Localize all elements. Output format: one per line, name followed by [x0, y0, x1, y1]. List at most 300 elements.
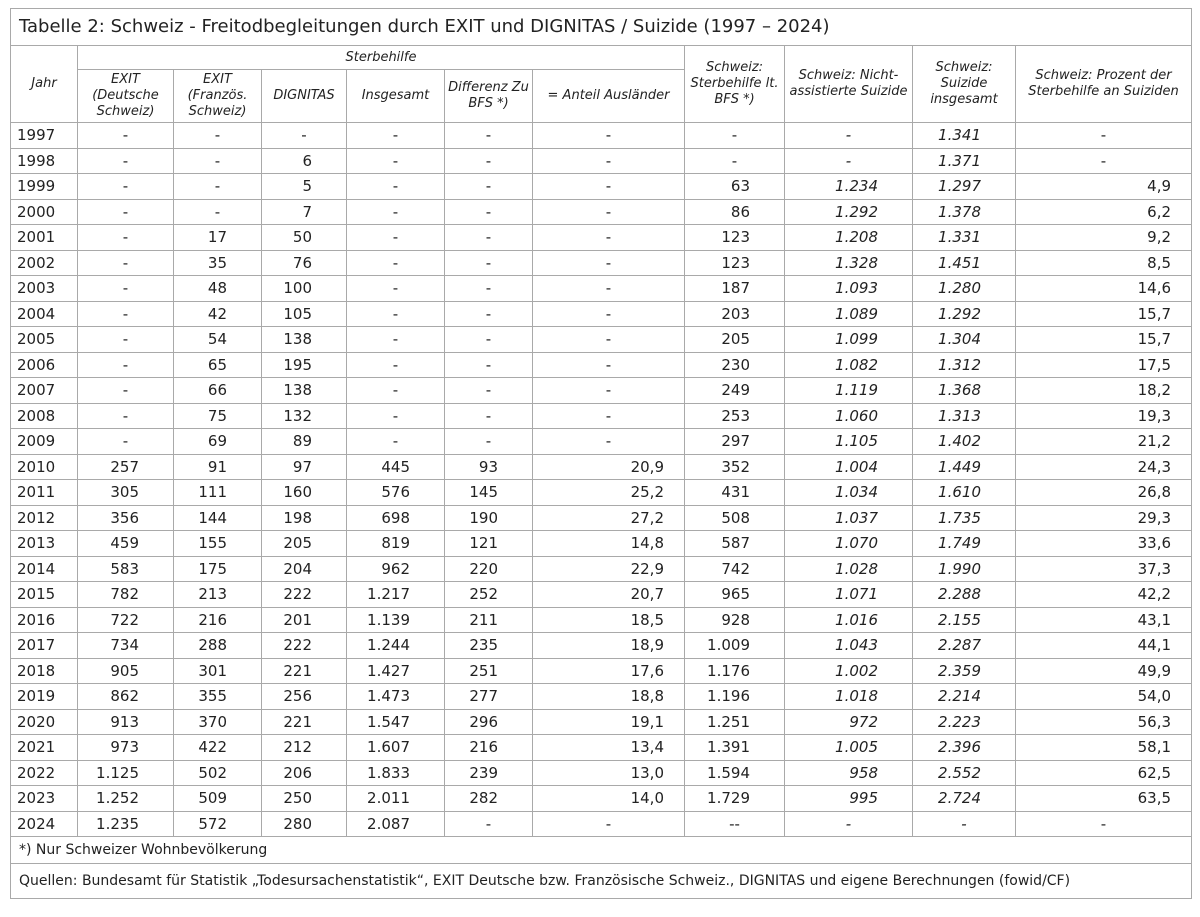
cell-differenz: 190: [445, 505, 533, 531]
cell-sterbehilfe-bfs: 1.594: [685, 760, 785, 786]
cell-sterbehilfe-bfs: -: [685, 123, 785, 149]
cell-prozent: 29,3: [1016, 505, 1192, 531]
cell-dignitas: 198: [262, 505, 347, 531]
cell-prozent: 15,7: [1016, 301, 1192, 327]
cell-nicht-assistierte-suizide: 1.071: [785, 582, 913, 608]
cell-suizide-insgesamt: 2.288: [913, 582, 1016, 608]
cell-sterbehilfe-bfs: 253: [685, 403, 785, 429]
cell-nicht-assistierte-suizide: 1.093: [785, 276, 913, 302]
cell-exit-de: -: [78, 352, 174, 378]
cell-insgesamt: -: [347, 250, 445, 276]
cell-prozent: 9,2: [1016, 225, 1192, 251]
cell-sterbehilfe-bfs: 230: [685, 352, 785, 378]
cell-prozent: 17,5: [1016, 352, 1192, 378]
cell-insgesamt: -: [347, 429, 445, 455]
cell-insgesamt: 1.547: [347, 709, 445, 735]
cell-insgesamt: 2.011: [347, 786, 445, 812]
cell-suizide-insgesamt: 1.449: [913, 454, 1016, 480]
table-row: [11, 403, 1192, 429]
table-row: [11, 709, 1192, 735]
cell-suizide-insgesamt: 1.371: [913, 148, 1016, 174]
cell-suizide-insgesamt: 2.359: [913, 658, 1016, 684]
cell-dignitas: 97: [262, 454, 347, 480]
cell-year: 2005: [11, 327, 78, 353]
cell-year: 2016: [11, 607, 78, 633]
table-row: [11, 225, 1192, 251]
cell-nicht-assistierte-suizide: 958: [785, 760, 913, 786]
cell-nicht-assistierte-suizide: 1.002: [785, 658, 913, 684]
cell-differenz: 282: [445, 786, 533, 812]
cell-year: 2024: [11, 811, 78, 837]
cell-differenz: -: [445, 301, 533, 327]
cell-anteil-auslaender: -: [533, 276, 685, 302]
cell-sterbehilfe-bfs: 123: [685, 225, 785, 251]
cell-differenz: 145: [445, 480, 533, 506]
table-row: [11, 760, 1192, 786]
data-table: [10, 8, 1192, 899]
cell-insgesamt: 1.833: [347, 760, 445, 786]
cell-prozent: 21,2: [1016, 429, 1192, 455]
cell-sterbehilfe-bfs: 1.196: [685, 684, 785, 710]
cell-exit-fr: 155: [174, 531, 262, 557]
cell-nicht-assistierte-suizide: 1.099: [785, 327, 913, 353]
cell-suizide-insgesamt: 2.724: [913, 786, 1016, 812]
cell-exit-fr: 502: [174, 760, 262, 786]
header-exit-fr: EXIT (Französ. Schweiz): [174, 70, 262, 123]
cell-dignitas: 250: [262, 786, 347, 812]
cell-prozent: 49,9: [1016, 658, 1192, 684]
cell-exit-fr: -: [174, 174, 262, 200]
cell-sterbehilfe-bfs: 431: [685, 480, 785, 506]
cell-suizide-insgesamt: 2.223: [913, 709, 1016, 735]
cell-suizide-insgesamt: 1.402: [913, 429, 1016, 455]
cell-dignitas: 206: [262, 760, 347, 786]
cell-sterbehilfe-bfs: 587: [685, 531, 785, 557]
cell-sterbehilfe-bfs: 1.391: [685, 735, 785, 761]
cell-nicht-assistierte-suizide: 1.060: [785, 403, 913, 429]
cell-differenz: -: [445, 352, 533, 378]
cell-prozent: 4,9: [1016, 174, 1192, 200]
cell-anteil-auslaender: 25,2: [533, 480, 685, 506]
cell-dignitas: 50: [262, 225, 347, 251]
cell-nicht-assistierte-suizide: 1.208: [785, 225, 913, 251]
cell-prozent: 44,1: [1016, 633, 1192, 659]
cell-suizide-insgesamt: 1.292: [913, 301, 1016, 327]
cell-sterbehilfe-bfs: 63: [685, 174, 785, 200]
table-row: [11, 276, 1192, 302]
header-sterbehilfe-bfs: Schweiz: Sterbehilfe lt. BFS *): [685, 46, 785, 123]
cell-sterbehilfe-bfs: --: [685, 811, 785, 837]
cell-year: 2002: [11, 250, 78, 276]
cell-insgesamt: 819: [347, 531, 445, 557]
cell-suizide-insgesamt: -: [913, 811, 1016, 837]
table-row: [11, 633, 1192, 659]
cell-differenz: -: [445, 327, 533, 353]
table-row: [11, 199, 1192, 225]
cell-dignitas: 280: [262, 811, 347, 837]
table-row: [11, 735, 1192, 761]
cell-insgesamt: 1.607: [347, 735, 445, 761]
cell-dignitas: 5: [262, 174, 347, 200]
cell-exit-de: -: [78, 250, 174, 276]
cell-anteil-auslaender: -: [533, 378, 685, 404]
cell-year: 2009: [11, 429, 78, 455]
cell-prozent: 63,5: [1016, 786, 1192, 812]
cell-insgesamt: 2.087: [347, 811, 445, 837]
cell-year: 2022: [11, 760, 78, 786]
cell-sterbehilfe-bfs: 249: [685, 378, 785, 404]
cell-exit-fr: 48: [174, 276, 262, 302]
table-row: [11, 480, 1192, 506]
cell-anteil-auslaender: -: [533, 148, 685, 174]
cell-exit-de: -: [78, 327, 174, 353]
cell-differenz: -: [445, 276, 533, 302]
cell-sterbehilfe-bfs: 205: [685, 327, 785, 353]
table-row: [11, 454, 1192, 480]
cell-suizide-insgesamt: 1.304: [913, 327, 1016, 353]
cell-anteil-auslaender: -: [533, 352, 685, 378]
cell-nicht-assistierte-suizide: -: [785, 811, 913, 837]
cell-nicht-assistierte-suizide: 1.016: [785, 607, 913, 633]
cell-differenz: -: [445, 378, 533, 404]
table-row: [11, 327, 1192, 353]
cell-prozent: 37,3: [1016, 556, 1192, 582]
cell-exit-de: 583: [78, 556, 174, 582]
table-row: [11, 684, 1192, 710]
header-sterbehilfe-group: Sterbehilfe: [78, 46, 685, 70]
cell-dignitas: 100: [262, 276, 347, 302]
cell-year: 2010: [11, 454, 78, 480]
table-row: [11, 531, 1192, 557]
cell-dignitas: 201: [262, 607, 347, 633]
cell-suizide-insgesamt: 1.313: [913, 403, 1016, 429]
cell-dignitas: 222: [262, 582, 347, 608]
table-row: [11, 301, 1192, 327]
cell-insgesamt: 1.139: [347, 607, 445, 633]
cell-exit-de: -: [78, 174, 174, 200]
cell-dignitas: 132: [262, 403, 347, 429]
header-dignitas: DIGNITAS: [262, 70, 347, 123]
cell-exit-fr: 175: [174, 556, 262, 582]
cell-nicht-assistierte-suizide: 972: [785, 709, 913, 735]
cell-suizide-insgesamt: 1.378: [913, 199, 1016, 225]
cell-year: 2004: [11, 301, 78, 327]
cell-dignitas: 76: [262, 250, 347, 276]
cell-exit-fr: 422: [174, 735, 262, 761]
cell-sterbehilfe-bfs: 1.729: [685, 786, 785, 812]
cell-prozent: 6,2: [1016, 199, 1192, 225]
cell-anteil-auslaender: -: [533, 199, 685, 225]
cell-exit-fr: 288: [174, 633, 262, 659]
cell-prozent: 43,1: [1016, 607, 1192, 633]
cell-year: 2013: [11, 531, 78, 557]
cell-anteil-auslaender: 20,7: [533, 582, 685, 608]
cell-dignitas: 6: [262, 148, 347, 174]
cell-year: 1999: [11, 174, 78, 200]
cell-exit-de: -: [78, 276, 174, 302]
table-row: [11, 582, 1192, 608]
cell-sterbehilfe-bfs: 203: [685, 301, 785, 327]
cell-differenz: 93: [445, 454, 533, 480]
cell-prozent: 26,8: [1016, 480, 1192, 506]
cell-nicht-assistierte-suizide: 1.018: [785, 684, 913, 710]
cell-exit-fr: 91: [174, 454, 262, 480]
cell-insgesamt: -: [347, 276, 445, 302]
cell-dignitas: 204: [262, 556, 347, 582]
cell-anteil-auslaender: -: [533, 403, 685, 429]
cell-exit-de: -: [78, 225, 174, 251]
cell-suizide-insgesamt: 1.341: [913, 123, 1016, 149]
cell-prozent: 18,2: [1016, 378, 1192, 404]
cell-anteil-auslaender: -: [533, 250, 685, 276]
cell-anteil-auslaender: -: [533, 174, 685, 200]
cell-year: 2015: [11, 582, 78, 608]
cell-insgesamt: -: [347, 301, 445, 327]
cell-insgesamt: 1.217: [347, 582, 445, 608]
cell-exit-fr: 17: [174, 225, 262, 251]
cell-anteil-auslaender: 22,9: [533, 556, 685, 582]
cell-anteil-auslaender: -: [533, 123, 685, 149]
cell-year: 2008: [11, 403, 78, 429]
cell-exit-de: 734: [78, 633, 174, 659]
table-row: [11, 429, 1192, 455]
cell-year: 2001: [11, 225, 78, 251]
cell-differenz: 235: [445, 633, 533, 659]
cell-exit-de: -: [78, 123, 174, 149]
cell-exit-de: 862: [78, 684, 174, 710]
cell-sterbehilfe-bfs: 1.176: [685, 658, 785, 684]
cell-prozent: 33,6: [1016, 531, 1192, 557]
cell-exit-de: 257: [78, 454, 174, 480]
cell-nicht-assistierte-suizide: 1.292: [785, 199, 913, 225]
cell-exit-de: 459: [78, 531, 174, 557]
cell-nicht-assistierte-suizide: -: [785, 123, 913, 149]
cell-dignitas: 105: [262, 301, 347, 327]
cell-anteil-auslaender: 19,1: [533, 709, 685, 735]
cell-suizide-insgesamt: 2.287: [913, 633, 1016, 659]
cell-prozent: 19,3: [1016, 403, 1192, 429]
cell-exit-fr: 65: [174, 352, 262, 378]
table-row: [11, 378, 1192, 404]
cell-anteil-auslaender: 13,4: [533, 735, 685, 761]
cell-anteil-auslaender: 18,9: [533, 633, 685, 659]
cell-insgesamt: 576: [347, 480, 445, 506]
cell-year: 2019: [11, 684, 78, 710]
cell-exit-fr: 42: [174, 301, 262, 327]
cell-year: 2003: [11, 276, 78, 302]
cell-anteil-auslaender: 17,6: [533, 658, 685, 684]
cell-suizide-insgesamt: 1.280: [913, 276, 1016, 302]
cell-suizide-insgesamt: 1.749: [913, 531, 1016, 557]
cell-sterbehilfe-bfs: 742: [685, 556, 785, 582]
cell-exit-fr: 572: [174, 811, 262, 837]
cell-dignitas: -: [262, 123, 347, 149]
cell-differenz: -: [445, 225, 533, 251]
cell-nicht-assistierte-suizide: 1.119: [785, 378, 913, 404]
cell-dignitas: 7: [262, 199, 347, 225]
cell-nicht-assistierte-suizide: 1.037: [785, 505, 913, 531]
cell-exit-fr: 54: [174, 327, 262, 353]
cell-insgesamt: 1.244: [347, 633, 445, 659]
cell-suizide-insgesamt: 1.990: [913, 556, 1016, 582]
cell-differenz: 216: [445, 735, 533, 761]
cell-year: 2023: [11, 786, 78, 812]
sources-note: Quellen: Bundesamt für Statistik „Todesursachenstatistik“, EXIT Deutsche bzw. Französische Schweiz., DIGNITAS und eigene Berechnungen (fowid/CF): [11, 864, 1192, 899]
table-row: [11, 352, 1192, 378]
cell-nicht-assistierte-suizide: 995: [785, 786, 913, 812]
cell-differenz: 121: [445, 531, 533, 557]
cell-dignitas: 138: [262, 327, 347, 353]
cell-suizide-insgesamt: 1.331: [913, 225, 1016, 251]
cell-prozent: -: [1016, 811, 1192, 837]
cell-nicht-assistierte-suizide: 1.034: [785, 480, 913, 506]
cell-year: 2006: [11, 352, 78, 378]
cell-insgesamt: -: [347, 327, 445, 353]
cell-exit-de: 913: [78, 709, 174, 735]
cell-sterbehilfe-bfs: 123: [685, 250, 785, 276]
cell-insgesamt: -: [347, 148, 445, 174]
cell-anteil-auslaender: 27,2: [533, 505, 685, 531]
table-body: [11, 123, 1192, 837]
cell-suizide-insgesamt: 1.735: [913, 505, 1016, 531]
cell-year: 2021: [11, 735, 78, 761]
cell-year: 2000: [11, 199, 78, 225]
cell-dignitas: 221: [262, 658, 347, 684]
cell-exit-fr: 213: [174, 582, 262, 608]
header-differenz: Differenz Zu BFS *): [445, 70, 533, 123]
cell-exit-de: 782: [78, 582, 174, 608]
header-jahr: Jahr: [11, 46, 78, 123]
cell-nicht-assistierte-suizide: 1.105: [785, 429, 913, 455]
cell-dignitas: 160: [262, 480, 347, 506]
cell-differenz: -: [445, 174, 533, 200]
cell-exit-de: 1.125: [78, 760, 174, 786]
table-row: [11, 148, 1192, 174]
cell-prozent: 58,1: [1016, 735, 1192, 761]
cell-exit-fr: 216: [174, 607, 262, 633]
cell-exit-de: 905: [78, 658, 174, 684]
cell-exit-de: 356: [78, 505, 174, 531]
cell-sterbehilfe-bfs: 297: [685, 429, 785, 455]
cell-exit-de: 1.252: [78, 786, 174, 812]
cell-anteil-auslaender: 14,0: [533, 786, 685, 812]
cell-insgesamt: 698: [347, 505, 445, 531]
cell-dignitas: 222: [262, 633, 347, 659]
header-insgesamt: Insgesamt: [347, 70, 445, 123]
cell-differenz: 277: [445, 684, 533, 710]
cell-sterbehilfe-bfs: 928: [685, 607, 785, 633]
cell-differenz: 252: [445, 582, 533, 608]
cell-year: 2018: [11, 658, 78, 684]
cell-differenz: -: [445, 811, 533, 837]
cell-exit-fr: -: [174, 199, 262, 225]
cell-anteil-auslaender: 18,8: [533, 684, 685, 710]
cell-insgesamt: -: [347, 174, 445, 200]
table-row: [11, 250, 1192, 276]
cell-differenz: -: [445, 199, 533, 225]
cell-nicht-assistierte-suizide: 1.005: [785, 735, 913, 761]
cell-dignitas: 212: [262, 735, 347, 761]
cell-insgesamt: -: [347, 123, 445, 149]
cell-nicht-assistierte-suizide: 1.070: [785, 531, 913, 557]
table-row: [11, 505, 1192, 531]
cell-prozent: 56,3: [1016, 709, 1192, 735]
cell-exit-de: -: [78, 429, 174, 455]
cell-differenz: -: [445, 148, 533, 174]
cell-differenz: 239: [445, 760, 533, 786]
cell-suizide-insgesamt: 2.155: [913, 607, 1016, 633]
cell-exit-fr: 301: [174, 658, 262, 684]
table-row: [11, 658, 1192, 684]
cell-insgesamt: 962: [347, 556, 445, 582]
cell-insgesamt: -: [347, 378, 445, 404]
cell-insgesamt: 1.427: [347, 658, 445, 684]
cell-sterbehilfe-bfs: -: [685, 148, 785, 174]
cell-dignitas: 221: [262, 709, 347, 735]
cell-anteil-auslaender: -: [533, 225, 685, 251]
cell-anteil-auslaender: 14,8: [533, 531, 685, 557]
cell-year: 2007: [11, 378, 78, 404]
cell-dignitas: 256: [262, 684, 347, 710]
cell-sterbehilfe-bfs: 1.251: [685, 709, 785, 735]
cell-exit-de: 1.235: [78, 811, 174, 837]
cell-dignitas: 195: [262, 352, 347, 378]
cell-nicht-assistierte-suizide: 1.082: [785, 352, 913, 378]
table-container: [10, 8, 1191, 899]
cell-nicht-assistierte-suizide: 1.234: [785, 174, 913, 200]
cell-year: 1998: [11, 148, 78, 174]
cell-exit-de: 973: [78, 735, 174, 761]
cell-suizide-insgesamt: 1.297: [913, 174, 1016, 200]
cell-nicht-assistierte-suizide: 1.004: [785, 454, 913, 480]
cell-exit-fr: 111: [174, 480, 262, 506]
cell-insgesamt: -: [347, 199, 445, 225]
cell-sterbehilfe-bfs: 187: [685, 276, 785, 302]
header-prozent: Schweiz: Prozent der Sterbehilfe an Suiziden: [1016, 46, 1192, 123]
cell-prozent: -: [1016, 123, 1192, 149]
cell-prozent: 8,5: [1016, 250, 1192, 276]
cell-exit-de: -: [78, 148, 174, 174]
cell-suizide-insgesamt: 2.552: [913, 760, 1016, 786]
cell-exit-de: -: [78, 199, 174, 225]
cell-exit-fr: 144: [174, 505, 262, 531]
cell-suizide-insgesamt: 1.312: [913, 352, 1016, 378]
table-row: [11, 556, 1192, 582]
cell-anteil-auslaender: -: [533, 327, 685, 353]
cell-prozent: 15,7: [1016, 327, 1192, 353]
cell-exit-de: -: [78, 378, 174, 404]
cell-exit-de: 722: [78, 607, 174, 633]
cell-year: 2012: [11, 505, 78, 531]
table-title: Tabelle 2: Schweiz - Freitodbegleitungen durch EXIT und DIGNITAS / Suizide (1997 – 2024): [11, 9, 1192, 46]
cell-dignitas: 138: [262, 378, 347, 404]
cell-prozent: 42,2: [1016, 582, 1192, 608]
cell-exit-fr: 370: [174, 709, 262, 735]
cell-sterbehilfe-bfs: 1.009: [685, 633, 785, 659]
cell-prozent: 62,5: [1016, 760, 1192, 786]
cell-prozent: -: [1016, 148, 1192, 174]
cell-insgesamt: -: [347, 225, 445, 251]
cell-anteil-auslaender: 18,5: [533, 607, 685, 633]
cell-nicht-assistierte-suizide: 1.328: [785, 250, 913, 276]
header-exit-de: EXIT (Deutsche Schweiz): [78, 70, 174, 123]
cell-year: 1997: [11, 123, 78, 149]
cell-prozent: 14,6: [1016, 276, 1192, 302]
cell-dignitas: 89: [262, 429, 347, 455]
cell-differenz: 211: [445, 607, 533, 633]
cell-anteil-auslaender: 13,0: [533, 760, 685, 786]
header-suizide-insgesamt: Schweiz: Suizide insgesamt: [913, 46, 1016, 123]
